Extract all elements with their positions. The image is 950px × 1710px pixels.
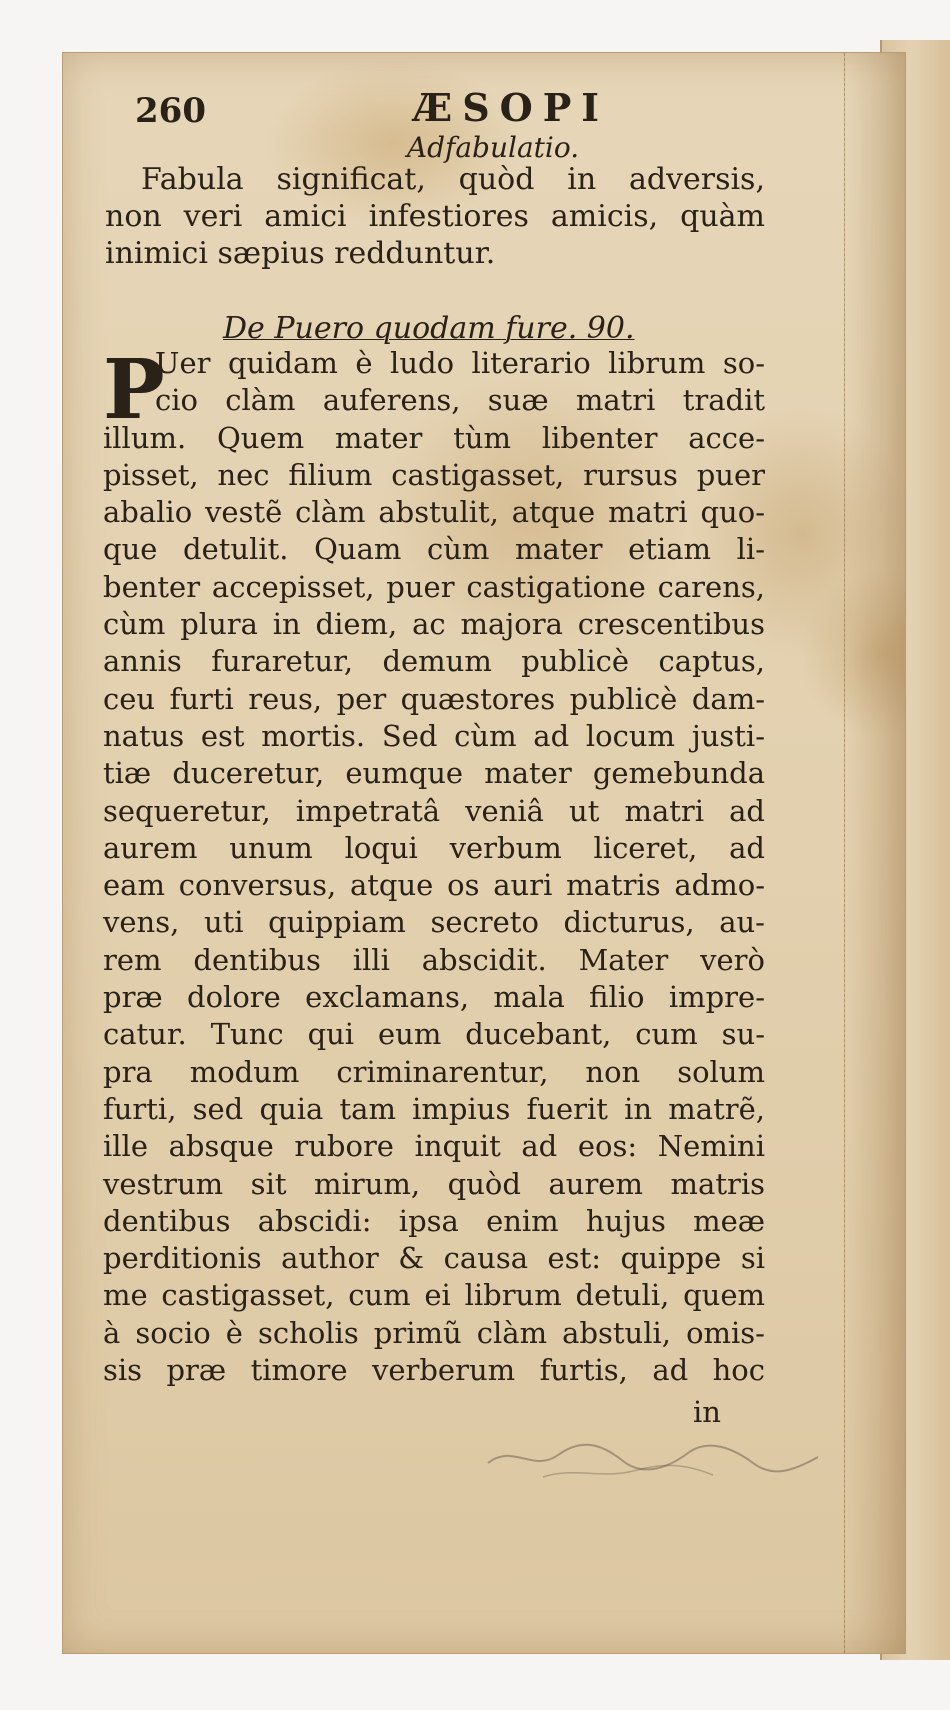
page-number: 260 <box>135 91 206 131</box>
moral-line: non veri amici infestiores amicis, quàm <box>105 199 765 234</box>
moral-paragraph <box>105 161 765 272</box>
running-head: ÆSOPI <box>412 85 610 130</box>
body-line: à socio è scholis primũ clàm abstuli, omis- <box>103 1315 765 1350</box>
body-line: pisset, nec filium castigasset, rursus puer <box>103 457 765 492</box>
moral-line: Fabula significat, quòd in adversis, <box>141 162 765 197</box>
body-line: vestrum sit mirum, quòd aurem matris <box>103 1166 765 1201</box>
body-line: aurem unum loqui verbum liceret, ad <box>103 830 765 865</box>
body-line: rem dentibus illi abscidit. Mater verò <box>103 942 765 977</box>
body-line: tiæ duceretur, eumque mater gemebunda <box>103 756 765 791</box>
body-line: cùm plura in diem, ac majora crescentibus <box>103 607 765 642</box>
drop-cap: P <box>103 342 165 438</box>
body-line: annis furaretur, demum publicè captus, <box>103 644 765 679</box>
book-page <box>62 52 906 1654</box>
body-line: abalio vestẽ clàm abstulit, atque matri quo- <box>103 495 765 530</box>
catchword: in <box>693 1395 721 1429</box>
body-line: sis præ timore verberum furtis, ad hoc <box>103 1353 765 1388</box>
body-line: benter accepisset, puer castigatione carens, <box>103 569 765 604</box>
fable-body <box>103 342 765 1389</box>
body-line: vens, uti quippiam secreto dicturus, au- <box>103 905 765 940</box>
page-gutter <box>844 53 905 1653</box>
body-line: eam conversus, atque os auri matris admo- <box>103 868 765 903</box>
body-line: furti, sed quia tam impius fuerit in matrẽ, <box>103 1091 765 1126</box>
body-line: dentibus abscidi: ipsa enim hujus meæ <box>103 1203 765 1238</box>
fable-title: De Puero quodam fure. 90. <box>223 311 635 346</box>
moral-line: inimici sæpius redduntur. <box>105 236 496 271</box>
pencil-scribble <box>483 1433 823 1483</box>
body-line: illum. Quem mater tùm libenter acce- <box>103 420 765 455</box>
body-line: sequeretur, impetratâ veniâ ut matri ad <box>103 793 765 828</box>
body-line: ceu furti reus, per quæstores publicè dam- <box>103 681 765 716</box>
body-line: præ dolore exclamans, mala filio impre- <box>103 980 765 1015</box>
body-line: perditionis author & causa est: quippe si <box>103 1241 765 1276</box>
moral-heading: Adfabulatio. <box>406 131 580 164</box>
body-line: pra modum criminarentur, non solum <box>103 1054 765 1089</box>
body-line: cio clàm auferens, suæ matri tradit <box>155 383 765 418</box>
body-line: catur. Tunc qui eum ducebant, cum su- <box>103 1017 765 1052</box>
body-line: me castigasset, cum ei librum detuli, quem <box>103 1278 765 1313</box>
body-line: Uer quidam è ludo literario librum so- <box>155 346 765 380</box>
body-line: natus est mortis. Sed cùm ad locum justi- <box>103 718 765 753</box>
body-line: que detulit. Quam cùm mater etiam li- <box>103 532 765 567</box>
body-line: ille absque rubore inquit ad eos: Nemini <box>103 1129 765 1164</box>
